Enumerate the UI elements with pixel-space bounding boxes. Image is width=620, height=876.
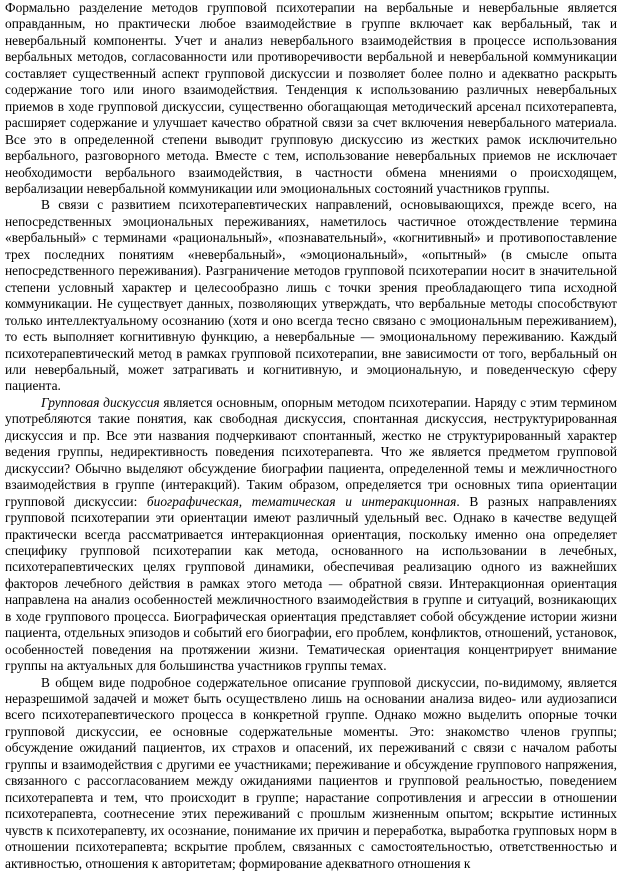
term-group-discussion: Групповая дискуссия (41, 394, 160, 410)
paragraph-verbal-vs-emotional (5, 197, 617, 394)
paragraph-3-text-b: . В разных направлениях групповой психотерапии эти ориентации имеют различный удельный вес. Однако в качестве ведущей практически всегда рассматривается интеракционная ориентация, поскольку именно она определяет специфику групповой психотерапии как метода, основанного на использовании в лечебных, психотерапевтических целях групповой динамики, обеспечивая реализацию одного из важнейших факторов лечебного действия в рамках этого метода — обратной связи. Интеракционная ориентация направлена на анализ особенностей межличностного взаимодействия в группе и ситуаций, возникающих в ходе группового процесса. Биографическая ориентация представляет собой обсуждение истории жизни пациента, отдельных эпизодов и событий его биографии, его проблем, конфликтов, отношений, установок, особенностей поведения на протяжении жизни. Тематическая ориентация концентрирует внимание группы на актуальных для большинства участников группы темах. (5, 493, 617, 674)
paragraph-nonverbal-in-discussion (5, 0, 617, 197)
paragraph-discussion-content-points (5, 675, 617, 872)
paragraph-4-text: В общем виде подробное содержательное описание групповой дискуссии, по-видимому, является неразрешимой задачей и может быть осуществлено лишь на основании анализа видео- или аудиозаписи всего психотерапевтического процесса в конкретной группе. Однако можно выделить опорные точки групповой дискуссии, ее основные содержательные моменты. Это: знакомство членов группы; обсуждение ожиданий пациентов, их страхов и опасений, их переживаний с связи с началом работы группы и взаимодействия с другими ее участниками; переживание и обсуждение группового напряжения, связанного с рассогласованием между ожиданиями пациентов и групповой реальностью, поведением психотерапевта и тем, что происходит в группе; нарастание сопротивления и агрессии в отношении психотерапевта, соотнесение этих переживаний с прошлым жизненным опытом; вскрытие истинных чувств к психотерапевту, их осознание, понимание их причин и переработка, выработка групповых норм в отношении психотерапевта; вскрытие проблем, связанных с самостоятельностью, ответственностью и активностью, отношения к авторитетам; формирование адекватного отношения к (5, 674, 617, 871)
term-orientation-types: биографическая, тематическая и интеракционная (146, 493, 457, 509)
paragraph-3-text-a: является основным, опорным методом психотерапии. Наряду с этим термином употребляются такие понятия, как свободная дискуссия, спонтанная дискуссия, неструктурированная дискуссия и пр. Все эти названия подчеркивают спонтанный, жестко не структурированный характер ведения группы, недирективность поведения психотерапевта. Что же является предметом групповой дискуссии? Обычно выделяют обсуждение биографии пациента, определенной темы и межличностного взаимодействия в группе (интеракций). Таким образом, определяется три основных типа ориентации групповой дискуссии: (5, 394, 617, 509)
paragraph-group-discussion-definition (5, 395, 617, 675)
paragraph-1-text: Формально разделение методов групповой психотерапии на вербальные и невербальные является оправданным, но практически любое взаимодействие в группе включает как вербальный, так и невербальный компоненты. Учет и анализ невербального взаимодействия в процессе использования вербальных методов, согласованности или противоречивости вербальной и невербальной коммуникации составляет существенный аспект групповой дискуссии и позволяет более полно и адекватно раскрыть содержание того или иного взаимодействия. Тенденция к использованию различных невербальных приемов в ходе групповой дискуссии, существенно обогащающая методический арсенал психотерапевта, расширяет содержание и улучшает качество обратной связи за счет включения невербального материала. Все это в определенной степени выводит групповую дискуссию из жестких рамок исключительно вербального, разговорного метода. Вместе с тем, использование невербальных приемов не исключает необходимости вербального взаимодействия, в частности обмена мнениями о происходящем, вербализации невербальной коммуникации или эмоциональных состояний участников группы. (5, 0, 617, 196)
paragraph-2-text: В связи с развитием психотерапевтических направлений, основывающихся, прежде всего, на непосредственных эмоциональных переживаниях, наметилось частичное отождествление термина «вербальный» с терминами «рациональный», «познавательный», «когнитивный» и противопоставление трех последних понятиям «невербальный», «эмоциональный», «опытный» (в смысле опыта непосредственного переживания). Разграничение методов групповой психотерапии носит в значительной степени условный характер и целесообразно лишь с точки зрения преобладающего типа исходной коммуникации. Не существует данных, позволяющих утверждать, что вербальные методы способствуют только интеллектуальному осознанию (хотя и оно всегда тесно связано с эмоциональным переживанием), то есть выполняет когнитивную функцию, а невербальные — эмоциональному переживанию. Каждый психотерапевтический метод в рамках групповой психотерапии, вне зависимости от того, вербальный он или невербальный, может затрагивать и когнитивную, и эмоциональную, и поведенческую сферу пациента. (5, 197, 617, 394)
